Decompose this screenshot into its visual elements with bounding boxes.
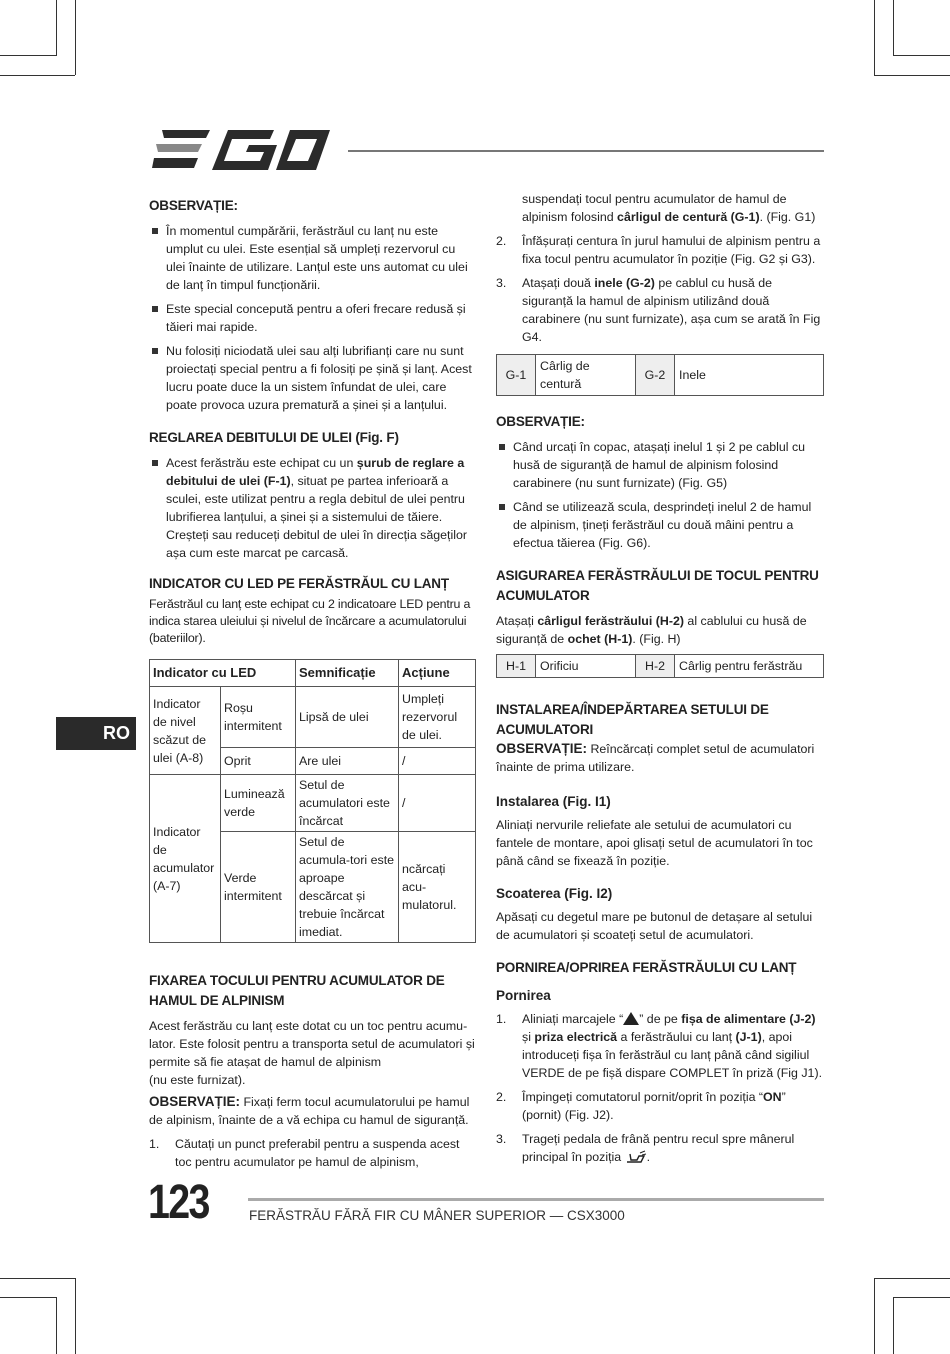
crop-mark [75, 0, 76, 75]
text: Trageți pedala de frână pentru recul spre mânerul principal în poziția [522, 1132, 795, 1164]
list-item: Când urcați în copac, atașați inelul 1 și 2 pe cablul cu husă de siguranță de hamul de alpinism folosind carabinere (nu sunt furnizate) (Fig. G5) [496, 438, 824, 492]
step-number: 3. [496, 276, 507, 290]
text: ” (pornit) (Fig. J2). [522, 1090, 786, 1122]
table-cell: Cârlig pentru ferăstrău [675, 655, 824, 678]
start-stop-heading: PORNIREA/OPRIREA FERĂSTRĂULUI CU LANȚ [496, 960, 797, 975]
step-number: 2. [496, 234, 507, 248]
step-number: 2. [496, 1090, 507, 1104]
text: Reîncărcați complet setul de acumulatori înainte de prima utilizare. [496, 742, 815, 774]
text: Înfășurați centura în jurul hamului de alpinism pentru a fixa tocul pentru acumulator în poziție (Fig. G2 și G3). [522, 234, 821, 266]
table-cell: Cârlig de centură [536, 355, 636, 396]
footer-rule [248, 1198, 824, 1201]
battery-heading: INSTALAREA/ÎNDEPĂRTAREA SETULUI DE ACUMULATORI [496, 702, 769, 737]
crop-mark [874, 1278, 875, 1354]
table-cell: Setul de acumula-tori este aproape descărcat și trebuie încărcat imediat. [296, 832, 399, 943]
paragraph: Aliniați nervurile reliefate ale setului de acumulatori cu fantele de montare, apoi glisați setul de acumulatori în toc până când se fixează în poziție. [496, 818, 813, 868]
crop-mark [56, 1297, 57, 1354]
table-row [150, 687, 476, 748]
list-item [496, 1130, 824, 1166]
crop-mark [0, 75, 75, 76]
bold-text: OBSERVAȚIE: [149, 1094, 241, 1109]
table-cell: Lipsă de ulei [296, 687, 399, 748]
table-cell: Luminează verde [221, 775, 296, 832]
text: Împingeți comutatorul pornit/oprit în poziția “ [522, 1090, 764, 1104]
crop-mark [75, 1278, 76, 1354]
list-item [496, 274, 824, 346]
list-item [496, 1010, 824, 1082]
paragraph: Apăsați cu degetul mare pe butonul de detașare al setului de acumulatori și scoateți setul de acumulatori. [496, 910, 813, 942]
list-item: În momentul cumpărării, ferăstrăul cu lanț nu este umplut cu ulei. Este esențial să umpleți rezervorul cu ulei înainte de utilizare. Lanțul este uns automat cu ulei de lanț în timpul funcționării. [149, 222, 476, 294]
observation-heading: OBSERVAȚIE: [496, 414, 585, 429]
page-number: 123 [148, 1176, 209, 1229]
crop-mark [893, 0, 894, 56]
observation-list [149, 222, 476, 414]
paragraph [149, 1017, 476, 1089]
crop-mark [874, 0, 875, 75]
crop-mark [893, 1297, 894, 1354]
table-cell: Orificiu [536, 655, 636, 678]
led-table [149, 659, 476, 943]
text: . (Fig. H) [632, 632, 681, 646]
bold-text: fișa de alimentare (J-2) [681, 1012, 816, 1026]
text: Aliniați marcajele “ [522, 1012, 624, 1026]
table-header-row [150, 660, 476, 687]
crop-mark [56, 0, 57, 56]
ego-logo [150, 128, 332, 172]
right-column [496, 190, 824, 1174]
text: Căutați un punct preferabil pentru a suspenda acest toc pentru acumulator pe hamul de alpinism, [175, 1137, 460, 1169]
list-item [496, 232, 824, 268]
bold-text: OBSERVAȚIE: [496, 741, 588, 756]
secure-heading: ASIGURAREA FERĂSTRĂULUI DE TOCUL PENTRU ACUMULATOR [496, 568, 819, 603]
text: Acest ferăstrău este echipat cu un [166, 456, 357, 470]
text: . [646, 1150, 651, 1164]
table-cell: ncărcați acu-mulatorul. [399, 832, 476, 943]
crop-mark [893, 1297, 950, 1298]
text: ” de pe [639, 1012, 682, 1026]
list-item [496, 190, 824, 226]
bold-text: (J-1) [735, 1030, 762, 1044]
table-row [497, 355, 824, 396]
text: Atașați două [522, 276, 595, 290]
led-heading: INDICATOR CU LED PE FERĂSTRĂUL CU LANȚ [149, 576, 449, 591]
paragraph [496, 612, 824, 648]
crop-mark [874, 1278, 950, 1279]
bold-text: cârligul ferăstrăului (H-2) [537, 614, 684, 628]
table-cell: Are ulei [296, 748, 399, 775]
install-subheading: Instalarea (Fig. I1) [496, 794, 611, 809]
text: Acest ferăstrău cu lanț este dotat cu un toc pentru acumu-lator. Este folosit pentru a transporta setul de acumulatori și permite să fie atașat de hamul de alpinism [149, 1019, 475, 1069]
table-row [497, 655, 824, 678]
table-cell: Setul de acumulatori este încărcat [296, 775, 399, 832]
table-row [150, 775, 476, 832]
text: al cablului cu husă de siguranță de [496, 614, 807, 646]
list-item: Este special concepută pentru a oferi frecare redusă și tăieri mai rapide. [149, 300, 476, 336]
text: pe cablul cu husă de siguranță la hamul de alpinism utilizând două carabinere (nu sunt furnizate), așa cum se arată în Fig G4. [522, 276, 821, 344]
bold-text: cârligul de centură (G-1) [617, 210, 760, 224]
steps-list [496, 1010, 824, 1166]
observation-paragraph [149, 1093, 476, 1129]
g-parts-table [496, 354, 824, 396]
list-item [496, 1088, 824, 1124]
table-cell: Roșu intermitent [221, 687, 296, 748]
table-cell: G-1 [497, 355, 536, 396]
table-cell: H-2 [636, 655, 675, 678]
bold-text: inele (G-2) [594, 276, 655, 290]
step-number: 3. [496, 1132, 507, 1146]
bold-text: priza electrică [534, 1030, 618, 1044]
table-cell: Verde intermitent [221, 832, 296, 943]
footer-title: FERĂSTRĂU FĂRĂ FIR CU MÂNER SUPERIOR — CSX3000 [249, 1208, 625, 1223]
list-item: Nu folosiți niciodată ulei sau alți lubrifianți care nu sunt proiectați special pentru a fi folosiți pe șină și lanț. Acest lucru poate duce la un sistem înfundat de ulei, care poate provoca uzura prematură a șinei și a lanțului. [149, 342, 476, 414]
crop-mark [0, 55, 56, 56]
bold-text: șurub de reglare a debitului de ulei (F-1) [166, 456, 465, 488]
crop-mark [893, 55, 950, 56]
triangle-marker-icon [623, 1012, 639, 1025]
step-number: 1. [149, 1137, 160, 1151]
table-cell: Oprit [221, 748, 296, 775]
observation-paragraph [496, 740, 824, 776]
left-column [149, 196, 476, 1179]
observation-heading: OBSERVAȚIE: [149, 198, 238, 213]
holster-heading: FIXAREA TOCULUI PENTRU ACUMULATOR DE HAMUL DE ALPINISM [149, 973, 445, 1008]
bold-text: ON [763, 1090, 782, 1104]
oil-flow-heading: REGLAREA DEBITULUI DE ULEI (Fig. F) [149, 430, 399, 445]
step-number: 1. [496, 1012, 507, 1026]
text: , situat pe partea inferioară a sculei, este utilizat pentru a regla debitul de ulei pentru lubrifierea lanțului, a șinei și a sistemului de tăiere. Creșteți sau reduceți debitul de ulei în direcția săgeților așa cum este marcat pe carcasă. [166, 474, 467, 560]
text: a ferăstrăului cu lanț [617, 1030, 736, 1044]
table-cell: Umpleți rezervorul de ulei. [399, 687, 476, 748]
oil-flow-list [149, 454, 476, 562]
table-cell: Indicator de acumulator (A-7) [150, 775, 221, 943]
bold-text: ochet (H-1) [567, 632, 633, 646]
text: Fixați ferm tocul acumulatorului pe hamul de alpinism, înainte de a vă echipa cu hamul de siguranță. [149, 1095, 470, 1127]
table-cell: / [399, 748, 476, 775]
table-cell: G-2 [636, 355, 675, 396]
brake-pedal-icon [625, 1150, 647, 1164]
table-cell: / [399, 775, 476, 832]
steps-list [149, 1135, 476, 1171]
led-intro: Ferăstrăul cu lanț este echipat cu 2 indicatoare LED pentru a indica starea uleiului și nivelul de încărcare a acumulatorului (bateriilor). [149, 597, 471, 645]
list-item: Când se utilizează scula, desprindeți inelul 2 de hamul de alpinism, țineți ferăstrăul cu două mâini pentru a efectua tăierea (Fig. G6). [496, 498, 824, 552]
removal-subheading: Scoaterea (Fig. I2) [496, 886, 613, 901]
crop-mark [874, 75, 950, 76]
list-item [149, 454, 476, 562]
observation-list [496, 438, 824, 552]
text: , apoi introduceți fișa în ferăstrăul cu lanț până când sigiliul VERDE de pe fișă dispare COMPLET în priză (Fig J1). [522, 1030, 823, 1080]
text: și [522, 1030, 535, 1044]
crop-mark [0, 1297, 56, 1298]
crop-mark [0, 1278, 75, 1279]
header-rule [348, 150, 824, 152]
steps-list [496, 190, 824, 346]
table-header: Acțiune [399, 660, 476, 687]
table-cell: Inele [675, 355, 824, 396]
text: . (Fig. G1) [759, 210, 816, 224]
table-cell: Indicator de nivel scăzut de ulei (A-8) [150, 687, 221, 775]
table-header: Indicator cu LED [150, 660, 296, 687]
text: Atașați [496, 614, 538, 628]
table-header: Semnificație [296, 660, 399, 687]
h-parts-table [496, 654, 824, 678]
list-item [149, 1135, 476, 1171]
language-tab: RO [56, 717, 136, 750]
start-subheading: Pornirea [496, 988, 551, 1003]
text: (nu este furnizat). [149, 1073, 246, 1087]
table-cell: H-1 [497, 655, 536, 678]
text: suspendați tocul pentru acumulator de hamul de alpinism folosind [522, 192, 787, 224]
